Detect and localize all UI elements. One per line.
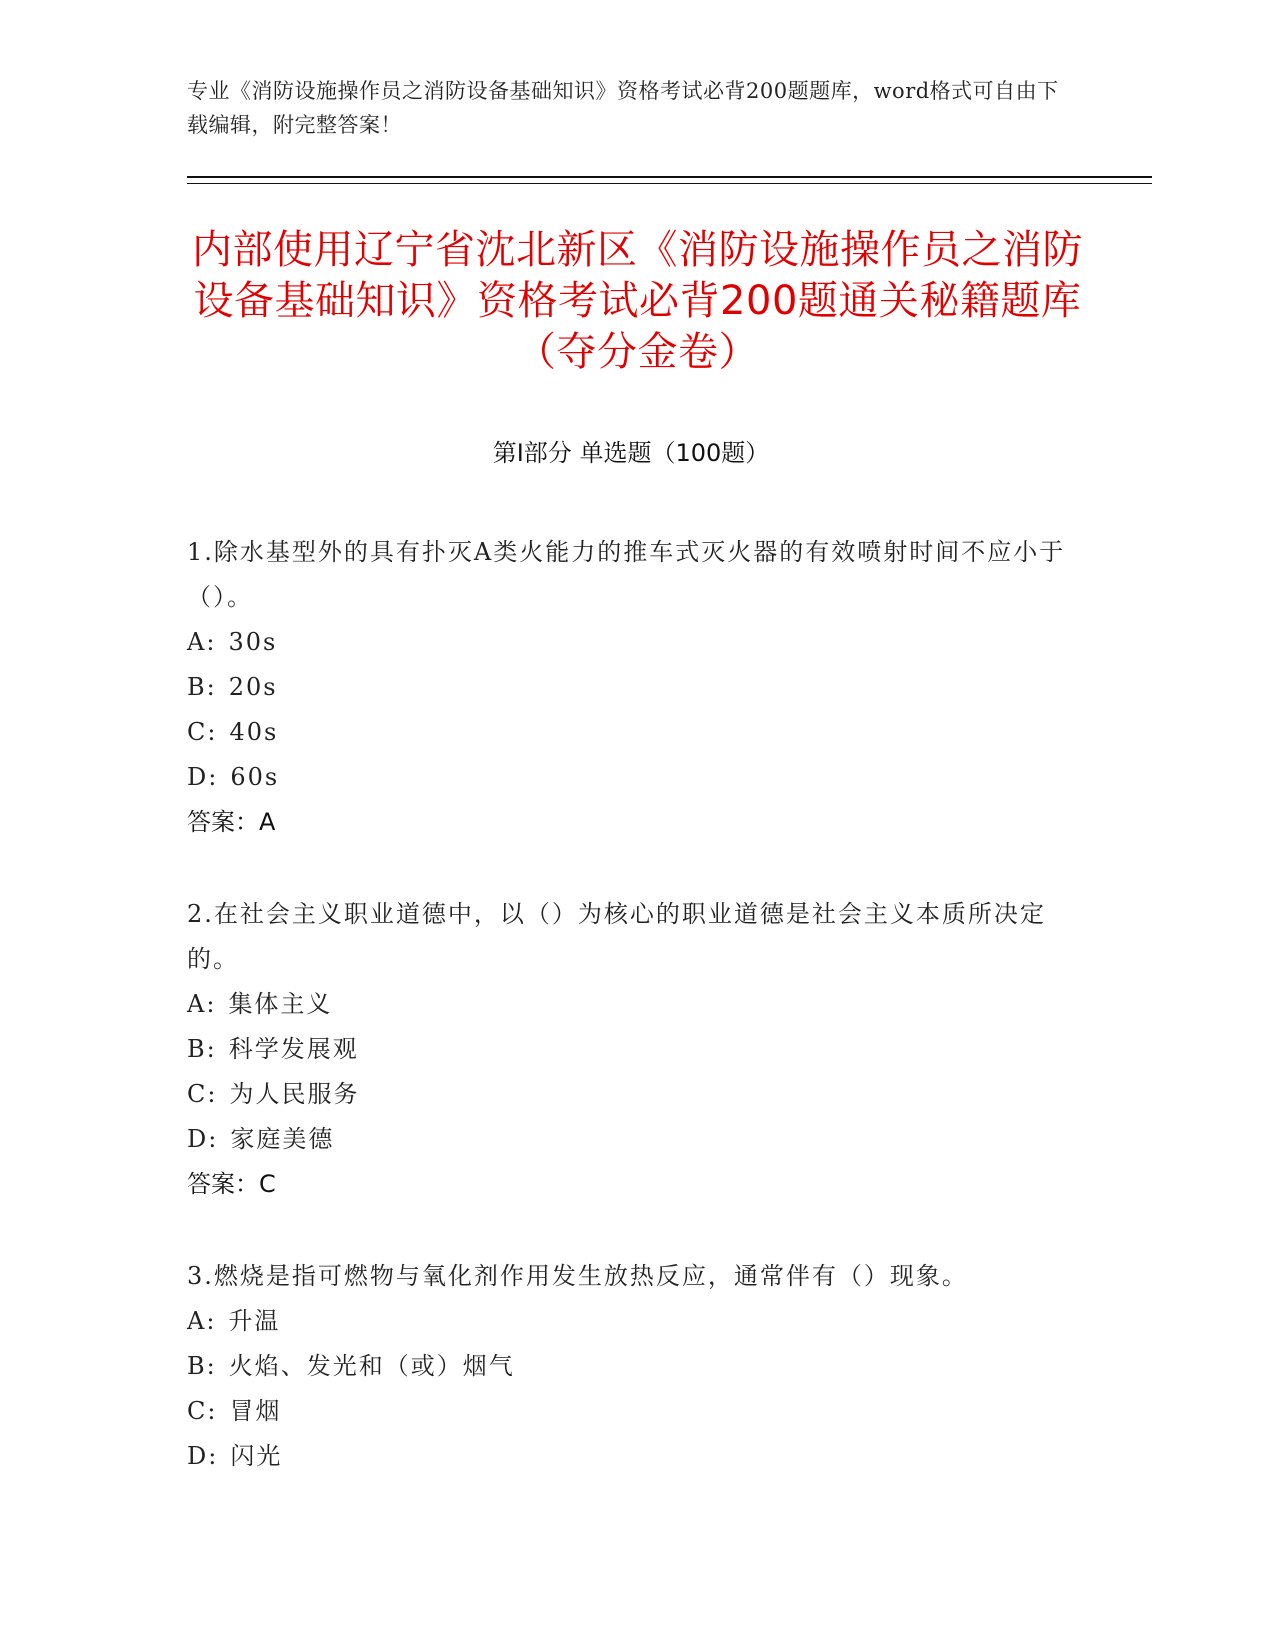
option-key: C — [187, 1397, 208, 1425]
option-value: 科学发展观 — [228, 1035, 359, 1063]
question-3 — [187, 1254, 968, 1479]
option-separator: : — [208, 1125, 219, 1153]
option-d — [187, 1117, 1067, 1162]
option-value: 为人民服务 — [229, 1080, 360, 1108]
document-title: 内部使用辽宁省沈北新区《消防设施操作员之消防设备基础知识》资格考试必背200题通关秘籍题库（夺分金卷） — [192, 227, 1083, 375]
option-value: 60s — [230, 763, 280, 791]
answer-line: 答案：C — [187, 1170, 276, 1198]
header-note: 专业《消防设施操作员之消防设备基础知识》资格考试必背200题题库，word格式可自由下载编辑，附完整答案！ — [187, 79, 1059, 137]
option-key: B — [187, 1352, 207, 1380]
option-key: D — [187, 763, 209, 791]
option-key: A — [187, 990, 207, 1018]
option-value: 20s — [228, 673, 278, 701]
option-value: 集体主义 — [228, 990, 333, 1018]
question-2 — [187, 892, 1067, 1207]
option-separator: : — [206, 1307, 217, 1335]
option-separator: : — [208, 763, 219, 791]
option-value: 30s — [228, 628, 278, 656]
header-divider-thin — [187, 183, 1152, 184]
option-separator: : — [207, 1080, 218, 1108]
option-key: A — [187, 628, 207, 656]
option-value: 40s — [229, 718, 279, 746]
option-value: 升温 — [228, 1307, 281, 1335]
option-key: C — [187, 718, 208, 746]
option-separator: : — [206, 1035, 217, 1063]
question-1 — [187, 530, 1067, 845]
header-divider-thick — [187, 176, 1152, 178]
option-key: C — [187, 1080, 208, 1108]
option-c — [187, 1389, 968, 1434]
option-separator: : — [208, 1442, 219, 1470]
option-key: B — [187, 673, 207, 701]
option-value: 冒烟 — [229, 1397, 282, 1425]
option-d — [187, 1434, 968, 1479]
option-b — [187, 665, 1067, 710]
option-key: D — [187, 1125, 209, 1153]
option-c — [187, 710, 1067, 755]
option-c — [187, 1072, 1067, 1117]
option-b — [187, 1027, 1067, 1072]
question-text: 3.燃烧是指可燃物与氧化剂作用发生放热反应，通常伴有（）现象。 — [187, 1262, 968, 1290]
option-key: B — [187, 1035, 207, 1063]
option-a — [187, 620, 1067, 665]
answer-line: 答案：A — [187, 808, 276, 836]
option-d — [187, 755, 1067, 800]
question-text: 1.除水基型外的具有扑灭A类火能力的推车式灭火器的有效喷射时间不应小于（）。 — [187, 538, 1066, 611]
option-a — [187, 982, 1067, 1027]
option-separator: : — [207, 718, 218, 746]
option-key: A — [187, 1307, 207, 1335]
option-value: 闪光 — [230, 1442, 283, 1470]
option-separator: : — [206, 1352, 217, 1380]
option-separator: : — [207, 1397, 218, 1425]
option-b — [187, 1344, 968, 1389]
section-title: 第I部分 单选题（100题） — [492, 439, 770, 467]
option-separator: : — [206, 990, 217, 1018]
option-a — [187, 1299, 968, 1344]
question-text: 2.在社会主义职业道德中，以（）为核心的职业道德是社会主义本质所决定的。 — [187, 900, 1046, 973]
option-value: 火焰、发光和（或）烟气 — [228, 1352, 515, 1380]
option-value: 家庭美德 — [230, 1125, 335, 1153]
option-key: D — [187, 1442, 209, 1470]
option-separator: : — [206, 628, 217, 656]
option-separator: : — [206, 673, 217, 701]
